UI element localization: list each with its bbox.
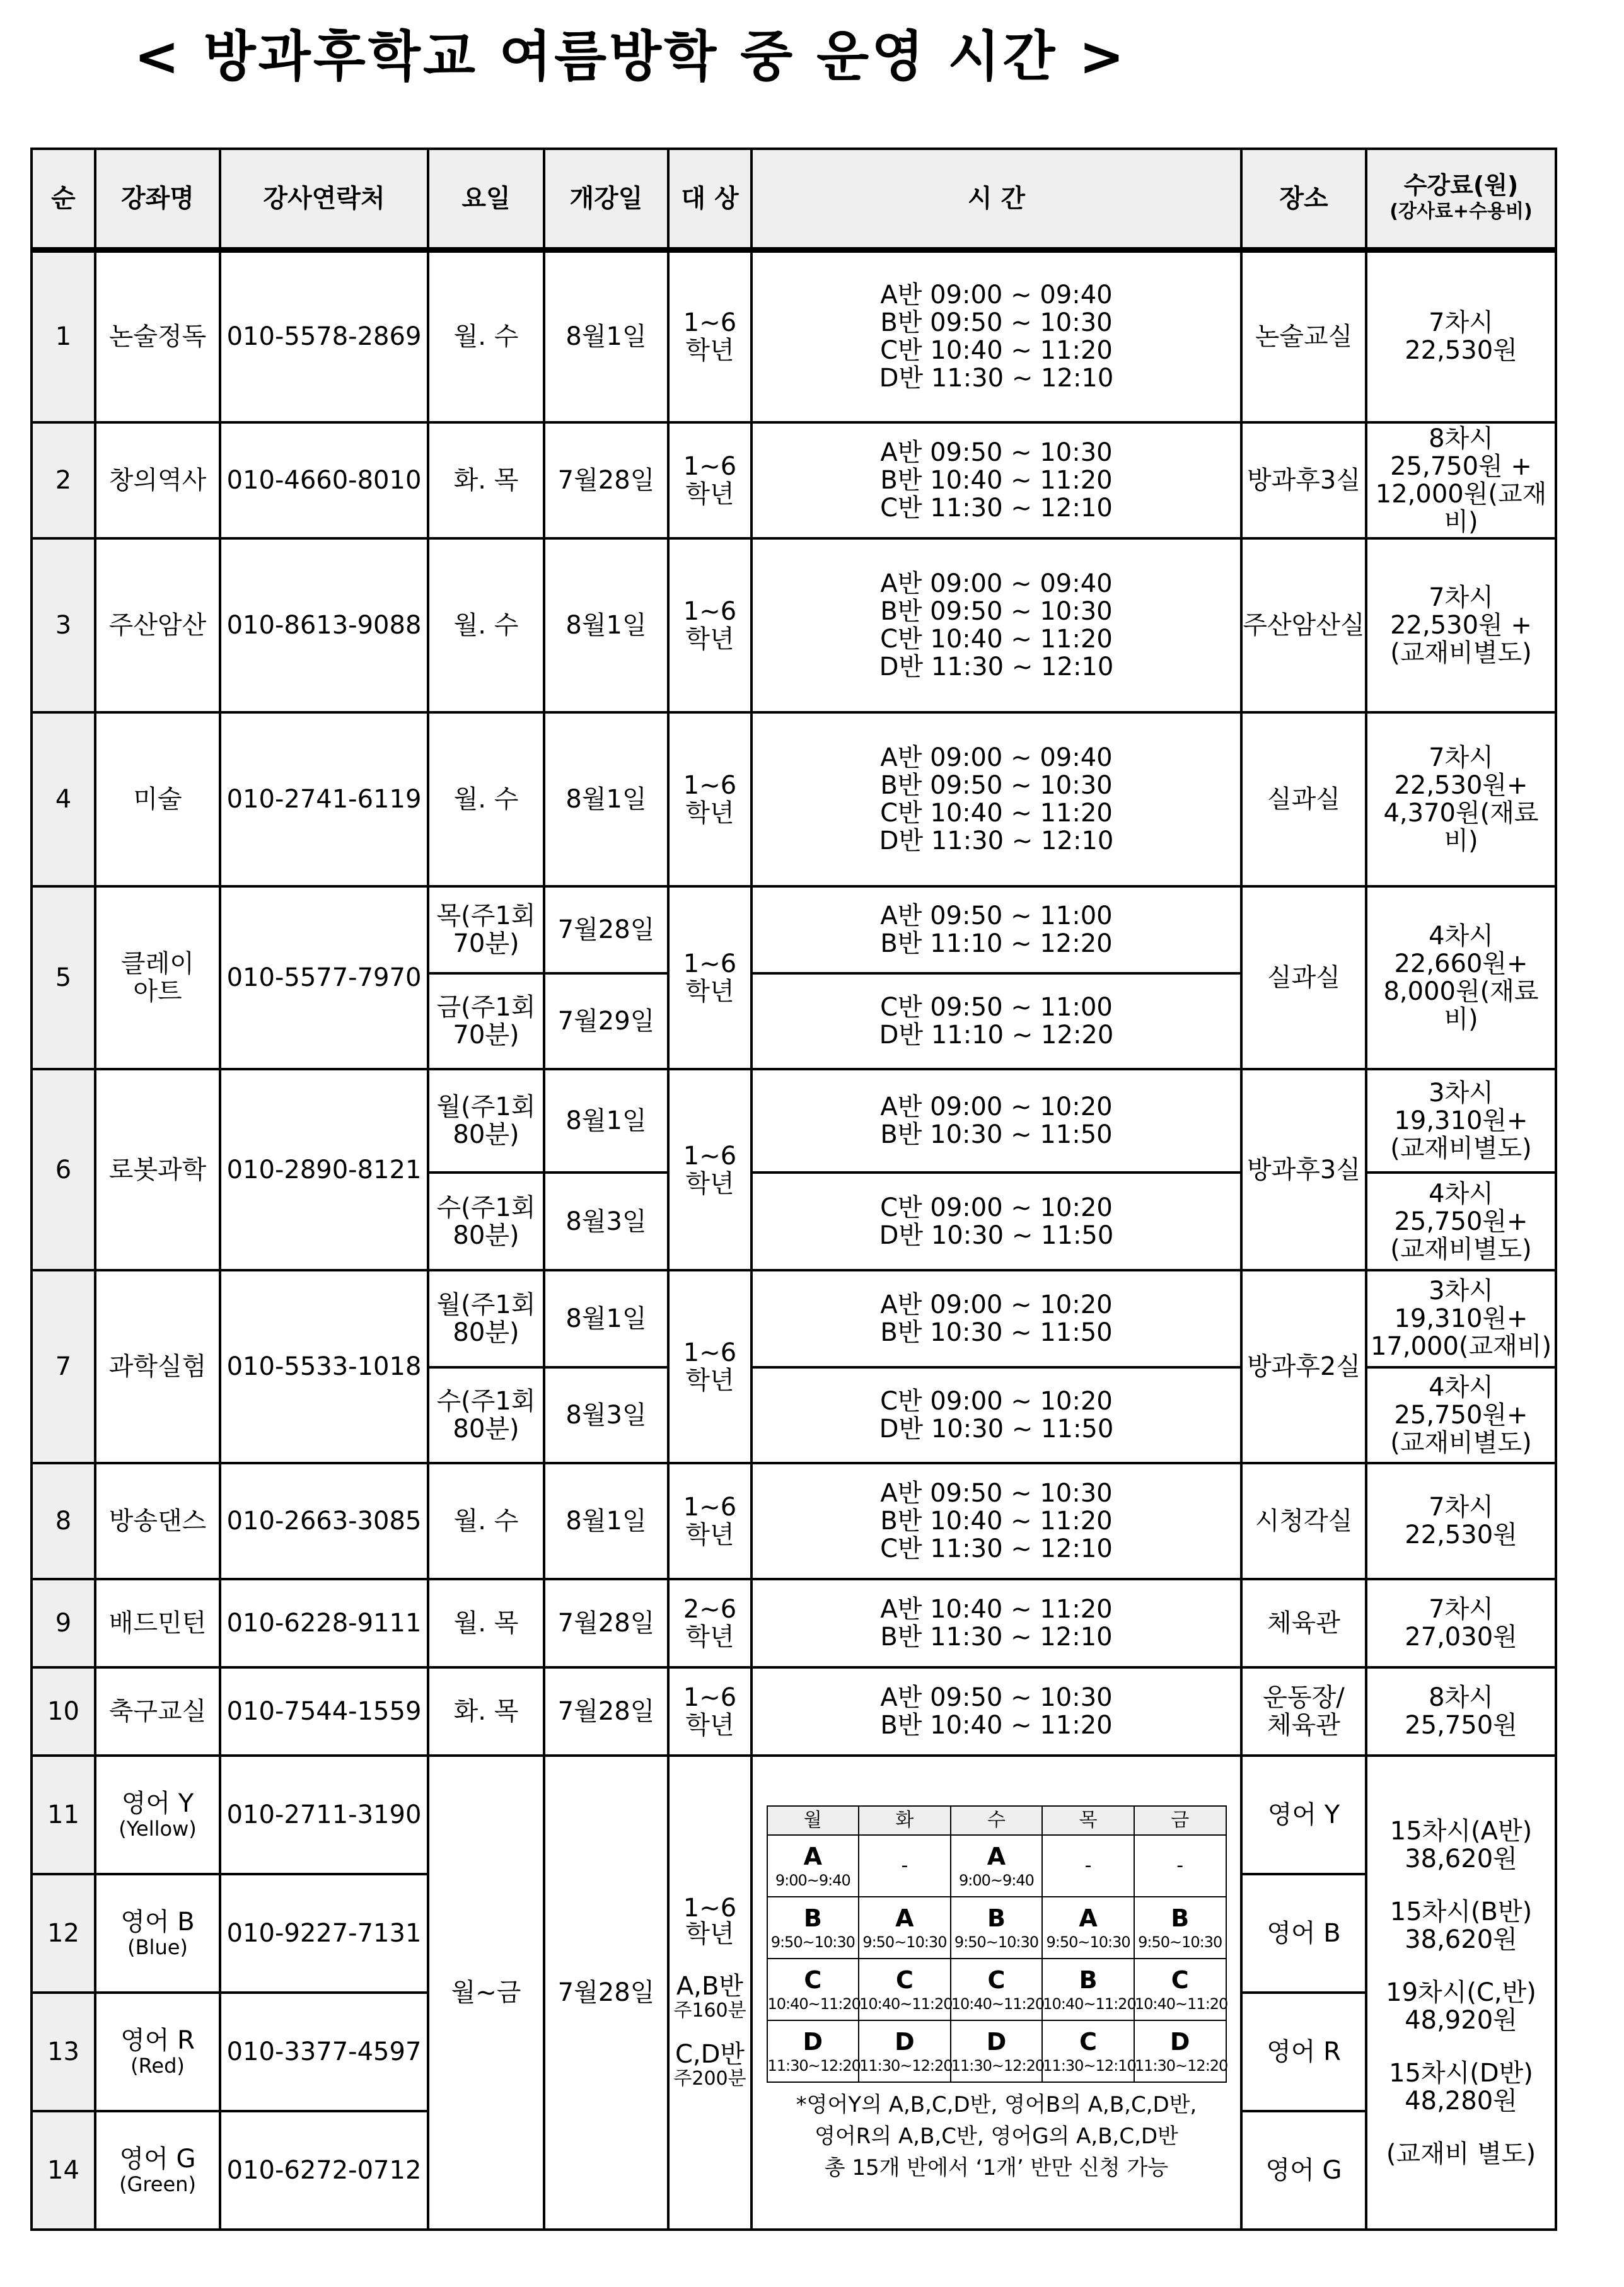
- grid-class: C: [1171, 1966, 1189, 1994]
- contact-phone: 010-6272-0712: [220, 2111, 428, 2230]
- target-grade: 2~6 학년: [668, 1579, 751, 1667]
- table-row: [32, 538, 1556, 712]
- grid-cell: [859, 1959, 951, 2020]
- english-note: *영어Y의 A,B,C,D반, 영어B의 A,B,C,D반, 영어R의 A,B,C반, 영어G의 A,B,C,D반 총 15개 반에서 ‘1개’ 반만 신청 가능: [796, 2092, 1197, 2180]
- weekday-mon: 월: [767, 1806, 859, 1835]
- place: 논술교실: [1241, 250, 1366, 422]
- contact-phone: 010-5533-1018: [220, 1270, 428, 1463]
- grid-cell: [1134, 1897, 1226, 1959]
- course-name: [95, 1874, 220, 1993]
- grid-class: A: [987, 1843, 1006, 1870]
- grid-class: C: [804, 1966, 822, 1994]
- grid-time: 9:50~10:30: [770, 1933, 855, 1951]
- fee: 3차시 19,310원+ 17,000(교재비): [1366, 1270, 1556, 1367]
- grid-class: -: [1084, 1855, 1092, 1877]
- class-days: 화. 목: [428, 1667, 544, 1756]
- course-name: 축구교실: [95, 1667, 220, 1756]
- place: 방과후3실: [1241, 1069, 1366, 1270]
- grid-cell: [951, 1835, 1043, 1897]
- header-row: [32, 149, 1556, 250]
- grid-cell: [1134, 1835, 1226, 1897]
- fee: 3차시 19,310원+ (교재비별도): [1366, 1069, 1556, 1172]
- fee: 4차시 22,660원+ 8,000원(재료비): [1366, 886, 1556, 1069]
- class-time: C반 09:00 ~ 10:20 D반 10:30 ~ 11:50: [751, 1172, 1241, 1270]
- grid-time: 10:40~11:20: [951, 1995, 1045, 2013]
- course-name: [95, 2111, 220, 2230]
- grid-cell: [767, 2020, 859, 2082]
- grid-class: D: [1169, 2028, 1190, 2056]
- class-time: C반 09:50 ~ 11:00 D반 11:10 ~ 12:20: [751, 973, 1241, 1069]
- start-date: 8월1일: [544, 538, 668, 712]
- contact-phone: 010-7544-1559: [220, 1667, 428, 1756]
- start-date: 7월28일: [544, 886, 668, 973]
- course-name: 논술정독: [95, 250, 220, 422]
- row-num: 10: [32, 1667, 95, 1756]
- grid-class: B: [803, 1904, 822, 1932]
- place: 실과실: [1241, 712, 1366, 886]
- fee: 7차시 22,530원+ 4,370원(재료비): [1366, 712, 1556, 886]
- weekday-tue: 화: [859, 1806, 951, 1835]
- place: 영어 B: [1241, 1874, 1366, 1993]
- class-days: 월. 수: [428, 250, 544, 422]
- header-start: 개강일: [544, 149, 668, 250]
- course-name: [95, 1993, 220, 2111]
- grid-time: 11:30~12:20: [1134, 2057, 1228, 2075]
- place: 체육관: [1241, 1579, 1366, 1667]
- contact-phone: 010-6228-9111: [220, 1579, 428, 1667]
- table-row: [32, 422, 1556, 538]
- place: 영어 Y: [1241, 1756, 1366, 1874]
- header-contact: 강사연락처: [220, 149, 428, 250]
- course-name: 방송댄스: [95, 1463, 220, 1579]
- target-ab: A,B반: [676, 1972, 744, 2001]
- grid-class: D: [895, 2028, 915, 2056]
- target-grade: 1~6 학년: [668, 538, 751, 712]
- header-course: 강좌명: [95, 149, 220, 250]
- fee: 4차시 25,750원+ (교재비별도): [1366, 1172, 1556, 1270]
- course-name-sub: (Yellow): [119, 1817, 197, 1841]
- grid-cell: [1042, 1835, 1134, 1897]
- target-grade-main: 1~6 학년: [683, 1894, 737, 1948]
- grid-time: 9:50~10:30: [1138, 1933, 1222, 1951]
- start-date: 7월28일: [544, 1756, 668, 2230]
- course-name: 배드민턴: [95, 1579, 220, 1667]
- weekly-grid: [767, 1805, 1227, 2083]
- class-days: 화. 목: [428, 422, 544, 538]
- place: 시청각실: [1241, 1463, 1366, 1579]
- grid-cell: [951, 2020, 1043, 2082]
- class-time: A반 09:50 ~ 11:00 B반 11:10 ~ 12:20: [751, 886, 1241, 973]
- target-cd-sub: 주200분: [673, 2068, 746, 2090]
- grid-cell: [951, 1959, 1043, 2020]
- grid-cell: [1042, 2020, 1134, 2082]
- row-num: 3: [32, 538, 95, 712]
- place: 실과실: [1241, 886, 1366, 1069]
- target-grade: 1~6 학년: [668, 250, 751, 422]
- row-num: 4: [32, 712, 95, 886]
- table-row: [32, 1667, 1556, 1756]
- row-num: 12: [32, 1874, 95, 1993]
- place: 영어 R: [1241, 1993, 1366, 2111]
- contact-phone: 010-5578-2869: [220, 250, 428, 422]
- place: 영어 G: [1241, 2111, 1366, 2230]
- fee-c: 19차시(C,반) 48,920원: [1386, 1978, 1536, 2035]
- grid-time: 11:30~12:20: [951, 2057, 1045, 2075]
- english-fee: [1366, 1756, 1556, 2230]
- contact-phone: 010-2890-8121: [220, 1069, 428, 1270]
- class-days: 수(주1회 80분): [428, 1367, 544, 1463]
- table-row: [32, 712, 1556, 886]
- contact-phone: 010-2663-3085: [220, 1463, 428, 1579]
- grid-class: A: [895, 1904, 914, 1932]
- fee: 7차시 27,030원: [1366, 1579, 1556, 1667]
- row-num: 2: [32, 422, 95, 538]
- target-grade: [668, 1756, 751, 2230]
- contact-phone: 010-4660-8010: [220, 422, 428, 538]
- class-time: A반 09:00 ~ 09:40 B반 09:50 ~ 10:30 C반 10:40 ~ 11:20 D반 11:30 ~ 12:10: [751, 712, 1241, 886]
- target-ab-sub: 주160분: [673, 2000, 746, 2022]
- table-row: [32, 886, 1556, 973]
- target-cd: C,D반: [675, 2040, 745, 2069]
- fee: 8차시 25,750원: [1366, 1667, 1556, 1756]
- course-name-main: 영어 Y: [121, 1789, 194, 1818]
- grid-time: 9:00~9:40: [959, 1872, 1034, 1889]
- place: 운동장/ 체육관: [1241, 1667, 1366, 1756]
- fee: 7차시 22,530원: [1366, 1463, 1556, 1579]
- weekday-wed: 수: [951, 1806, 1043, 1835]
- grid-class: -: [1176, 1855, 1184, 1877]
- contact-phone: 010-3377-4597: [220, 1993, 428, 2111]
- grid-time: 10:40~11:20: [1134, 1995, 1228, 2013]
- header-fee-sub: (강사료+수용비): [1389, 200, 1533, 223]
- course-name: 창의역사: [95, 422, 220, 538]
- fee: 7차시 22,530원 + (교재비별도): [1366, 538, 1556, 712]
- class-days: 목(주1회 70분): [428, 886, 544, 973]
- grid-class: C: [895, 1966, 914, 1994]
- contact-phone: 010-2711-3190: [220, 1756, 428, 1874]
- grid-class: C: [1079, 2028, 1098, 2056]
- row-num: 7: [32, 1270, 95, 1463]
- target-grade: 1~6 학년: [668, 886, 751, 1069]
- fee-d: 15차시(D반) 48,280원: [1389, 2059, 1533, 2116]
- start-date: 8월1일: [544, 712, 668, 886]
- grid-class: D: [803, 2028, 823, 2056]
- target-grade: 1~6 학년: [668, 1463, 751, 1579]
- grid-cell: [1134, 1959, 1226, 2020]
- class-days: 월~금: [428, 1756, 544, 2230]
- grid-time: 10:40~11:20: [1043, 1995, 1136, 2013]
- start-date: 7월29일: [544, 973, 668, 1069]
- class-days: 월(주1회 80분): [428, 1270, 544, 1367]
- start-date: 8월1일: [544, 250, 668, 422]
- weekly-grid-row: [767, 1835, 1226, 1897]
- start-date: 8월1일: [544, 1270, 668, 1367]
- class-time: A반 09:00 ~ 09:40 B반 09:50 ~ 10:30 C반 10:40 ~ 11:20 D반 11:30 ~ 12:10: [751, 538, 1241, 712]
- header-num: 순: [32, 149, 95, 250]
- class-days: 월. 수: [428, 538, 544, 712]
- table-row: [32, 1069, 1556, 1172]
- row-num: 9: [32, 1579, 95, 1667]
- row-num: 8: [32, 1463, 95, 1579]
- class-time: A반 09:50 ~ 10:30 B반 10:40 ~ 11:20 C반 11:30 ~ 12:10: [751, 1463, 1241, 1579]
- target-grade: 1~6 학년: [668, 1069, 751, 1270]
- class-days: 수(주1회 80분): [428, 1172, 544, 1270]
- header-fee: [1366, 149, 1556, 250]
- start-date: 8월3일: [544, 1367, 668, 1463]
- class-days: 월. 수: [428, 712, 544, 886]
- grid-class: A: [803, 1843, 822, 1870]
- start-date: 7월28일: [544, 422, 668, 538]
- start-date: 8월1일: [544, 1463, 668, 1579]
- grid-time: 9:50~10:30: [862, 1933, 947, 1951]
- grid-time: 10:40~11:20: [767, 1995, 861, 2013]
- contact-phone: 010-5577-7970: [220, 886, 428, 1069]
- class-time: A반 09:00 ~ 10:20 B반 10:30 ~ 11:50: [751, 1270, 1241, 1367]
- row-num: 13: [32, 1993, 95, 2111]
- fee-note: (교재비 별도): [1386, 2139, 1536, 2168]
- page-title: < 방과후학교 여름방학 중 운영 시간 >: [134, 25, 1127, 88]
- grid-cell: [1134, 2020, 1226, 2082]
- class-days: 월(주1회 80분): [428, 1069, 544, 1172]
- header-place: 장소: [1241, 149, 1366, 250]
- schedule-table: [30, 148, 1557, 2231]
- fee-a: 15차시(A반) 38,620원: [1389, 1817, 1533, 1873]
- contact-phone: 010-2741-6119: [220, 712, 428, 886]
- course-name: 미술: [95, 712, 220, 886]
- class-time: A반 09:00 ~ 09:40 B반 09:50 ~ 10:30 C반 10:40 ~ 11:20 D반 11:30 ~ 12:10: [751, 250, 1241, 422]
- header-days: 요일: [428, 149, 544, 250]
- place: 주산암산실: [1241, 538, 1366, 712]
- grid-time: 11:30~12:20: [859, 2057, 953, 2075]
- table-row: [32, 1579, 1556, 1667]
- weekly-grid-row: [767, 2020, 1226, 2082]
- grid-cell: [1042, 1959, 1134, 2020]
- start-date: 8월3일: [544, 1172, 668, 1270]
- target-grade: 1~6 학년: [668, 1667, 751, 1756]
- course-name-main: 영어 G: [119, 2145, 196, 2174]
- class-days: 금(주1회 70분): [428, 973, 544, 1069]
- row-num: 14: [32, 2111, 95, 2230]
- header-fee-label: 수강료(원): [1403, 171, 1519, 199]
- start-date: 8월1일: [544, 1069, 668, 1172]
- grid-class: B: [987, 1904, 1006, 1932]
- row-num: 6: [32, 1069, 95, 1270]
- table-row: [32, 250, 1556, 422]
- grid-class: C: [987, 1966, 1006, 1994]
- weekday-thu: 목: [1042, 1806, 1134, 1835]
- start-date: 7월28일: [544, 1667, 668, 1756]
- english-schedule: [751, 1756, 1241, 2230]
- course-name: 과학실험: [95, 1270, 220, 1463]
- header-target: 대 상: [668, 149, 751, 250]
- place: 방과후3실: [1241, 422, 1366, 538]
- row-num: 11: [32, 1756, 95, 1874]
- row-num: 1: [32, 250, 95, 422]
- class-days: 월. 수: [428, 1463, 544, 1579]
- grid-cell: [767, 1835, 859, 1897]
- grid-cell: [767, 1897, 859, 1959]
- target-grade: 1~6 학년: [668, 1270, 751, 1463]
- fee: 4차시 25,750원+ (교재비별도): [1366, 1367, 1556, 1463]
- row-num: 5: [32, 886, 95, 1069]
- grid-cell: [767, 1959, 859, 2020]
- grid-time: 9:00~9:40: [775, 1872, 850, 1889]
- class-time: A반 09:50 ~ 10:30 B반 10:40 ~ 11:20: [751, 1667, 1241, 1756]
- course-name: 주산암산: [95, 538, 220, 712]
- grid-class: -: [901, 1855, 908, 1877]
- class-time: A반 10:40 ~ 11:20 B반 11:30 ~ 12:10: [751, 1579, 1241, 1667]
- grid-class: D: [986, 2028, 1007, 2056]
- course-name-sub: (Green): [119, 2172, 196, 2196]
- grid-time: 10:40~11:20: [859, 1995, 953, 2013]
- grid-cell: [859, 2020, 951, 2082]
- course-name: 로봇과학: [95, 1069, 220, 1270]
- course-name-main: 영어 R: [120, 2026, 195, 2055]
- weekly-grid-row: [767, 1897, 1226, 1959]
- header-time: 시 간: [751, 149, 1241, 250]
- grid-class: B: [1171, 1904, 1190, 1932]
- class-days: 월. 목: [428, 1579, 544, 1667]
- grid-class: B: [1079, 1966, 1098, 1994]
- table-row: [32, 1756, 1556, 1874]
- class-time: C반 09:00 ~ 10:20 D반 10:30 ~ 11:50: [751, 1367, 1241, 1463]
- table-row: [32, 1463, 1556, 1579]
- grid-cell: [859, 1835, 951, 1897]
- grid-class: A: [1079, 1904, 1098, 1932]
- fee-b: 15차시(B반) 38,620원: [1389, 1897, 1533, 1954]
- grid-time: 9:50~10:30: [1046, 1933, 1130, 1951]
- grid-cell: [1042, 1897, 1134, 1959]
- course-name: [95, 1756, 220, 1874]
- course-name-sub: (Red): [130, 2054, 185, 2078]
- target-grade: 1~6 학년: [668, 422, 751, 538]
- fee: 8차시 25,750원 + 12,000원(교재비): [1366, 422, 1556, 538]
- grid-cell: [859, 1897, 951, 1959]
- weekly-grid-row: [767, 1959, 1226, 2020]
- class-time: A반 09:00 ~ 10:20 B반 10:30 ~ 11:50: [751, 1069, 1241, 1172]
- start-date: 7월28일: [544, 1579, 668, 1667]
- course-name: 클레이 아트: [95, 886, 220, 1069]
- table-row: [32, 1270, 1556, 1367]
- grid-time: 11:30~12:10: [1043, 2057, 1136, 2075]
- grid-time: 9:50~10:30: [954, 1933, 1039, 1951]
- contact-phone: 010-8613-9088: [220, 538, 428, 712]
- class-time: A반 09:50 ~ 10:30 B반 10:40 ~ 11:20 C반 11:30 ~ 12:10: [751, 422, 1241, 538]
- contact-phone: 010-9227-7131: [220, 1874, 428, 1993]
- target-grade: 1~6 학년: [668, 712, 751, 886]
- grid-cell: [951, 1897, 1043, 1959]
- course-name-main: 영어 B: [120, 1908, 195, 1937]
- grid-time: 11:30~12:20: [767, 2057, 861, 2075]
- weekday-fri: 금: [1134, 1806, 1226, 1835]
- weekly-grid-header: [767, 1806, 1226, 1835]
- fee: 7차시 22,530원: [1366, 250, 1556, 422]
- course-name-sub: (Blue): [127, 1935, 188, 1959]
- place: 방과후2실: [1241, 1270, 1366, 1463]
